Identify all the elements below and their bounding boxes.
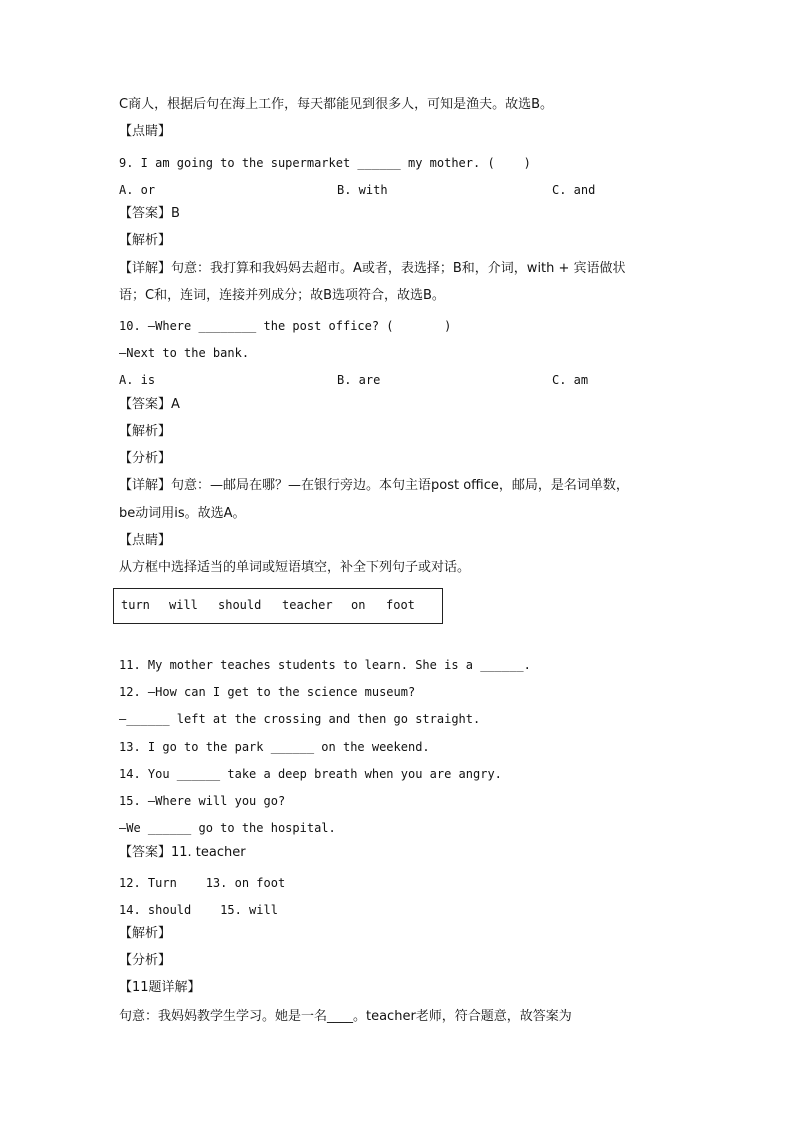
q15-reply: —We ______ go to the hospital. [119,821,336,835]
instruction: 从方框中选择适当的单词或短语填空，补全下列句子或对话。 [119,560,471,575]
q9-detail-line-1: 【详解】句意：我打算和我妈妈去超市。A或者，表选择；B和，介词，with + 宾语做状 [119,261,626,276]
q10-analysis-heading: 【解析】 [119,424,172,439]
q9-option-c: C. and [552,183,596,197]
q10-fenxi-heading: 【分析】 [119,451,172,466]
q10-dianjing-heading: 【点睛】 [119,533,172,548]
q9-analysis-heading: 【解析】 [119,233,172,248]
word-box-item: on [351,598,366,612]
answers-line-3: 14. should 15. will [119,903,278,917]
word-box-item: will [169,598,198,612]
explanation-line: C商人，根据后句在海上工作，每天都能见到很多人，可知是渔夫。故选B。 [119,97,553,112]
q9-option-a: A. or [119,183,156,197]
q9-detail-line-2: 语；C和，连词，连接并列成分；故B选项符合，故选B。 [119,288,445,303]
q9-answer: 【答案】B [119,206,180,221]
q10-reply: —Next to the bank. [119,346,250,360]
question-9: 9. I am going to the supermarket ______ my mother. ( ) [119,156,531,170]
answers-line-2: 12. Turn 13. on foot [119,876,286,890]
word-box-item: should [218,598,262,612]
question-11: 11. My mother teaches students to learn. She is a ______. [119,658,531,672]
question-10: 10. —Where ________ the post office? ( ) [119,319,452,333]
q10-detail-line-2: be动词用is。故选A。 [119,506,246,521]
dianjing-heading: 【点睛】 [119,124,172,139]
question-12: 12. —How can I get to the science museum? [119,685,416,699]
q9-option-b: B. with [337,183,388,197]
question-14: 14. You ______ take a deep breath when you are angry. [119,767,502,781]
answers-fenxi-heading: 【分析】 [119,953,172,968]
q11-detail-line: 句意：我妈妈教学生学习。她是一名____。teacher老师，符合题意，故答案为 [119,1009,572,1024]
q10-answer: 【答案】A [119,397,180,412]
q12-reply: —______ left at the crossing and then go straight. [119,712,481,726]
question-15: 15. —Where will you go? [119,794,286,808]
question-13: 13. I go to the park ______ on the weekend. [119,740,430,754]
word-box [113,588,443,624]
word-box-item: foot [386,598,415,612]
q10-option-a: A. is [119,373,156,387]
answers-analysis-heading: 【解析】 [119,926,172,941]
q10-option-b: B. are [337,373,381,387]
word-box-item: teacher [282,598,333,612]
q11-detail-heading: 【11题详解】 [119,980,201,995]
answers-line-1: 【答案】11. teacher [119,845,246,860]
word-box-item: turn [121,598,150,612]
q10-detail-line-1: 【详解】句意：—邮局在哪？—在银行旁边。本句主语post office，邮局，是名词单数， [119,478,629,493]
q10-option-c: C. am [552,373,589,387]
